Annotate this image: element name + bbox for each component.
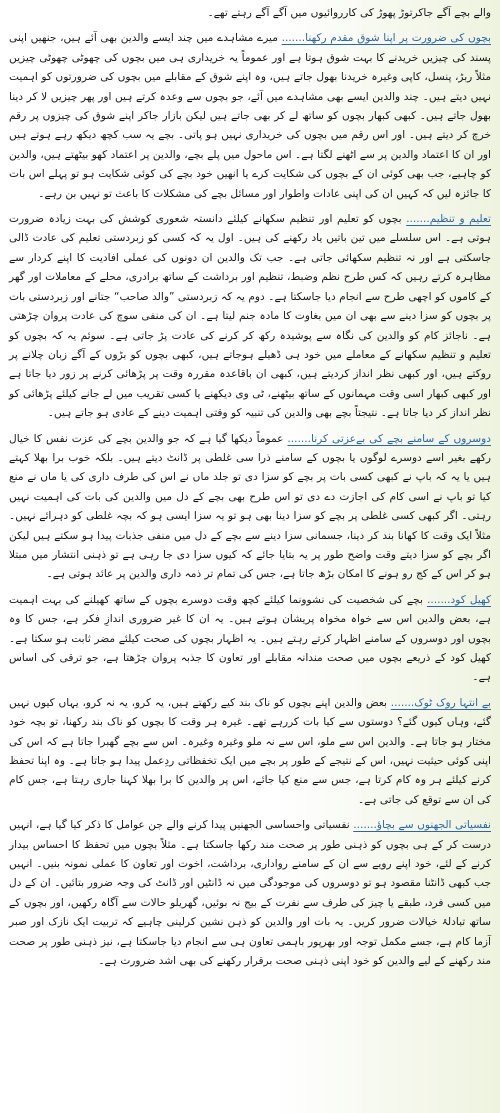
paragraph-play xyxy=(9,591,491,688)
section-body-restriction: بعض والدین اپنے بچوں کو ناک بند کیے رکھتے ہیں، یہ کرو، یہ نہ کرو، یہاں کیوں نہیں گئے، وہاں کیوں گئے؟ دوستوں سے کیا بات کررہے تھے۔ غیرہ ہر وقت کا بچوں کو ناک بند رکھنا، تو بچہ خود مختار ہو جاتا ہے۔ والدین اس سے ملو، اس سے نہ ملو وغیرہ وغیرہ۔ اس سے بچے گھبرا جاتا ہے کہ اس کی اپنی کوئی حیثیت نہیں، اس کے نتیجے کے طور پر بچے میں ایک تخفظاتی ردِعمل پیدا ہو جاتا ہے۔ وہ اپنا تحفظ کرنے کیلئے ہر وہ کام کرتا ہے، جس سے منع کیا جائے، اس پر والدین کا برا بھلا کہنا جاری رہتا ہے، جس کام کی ان سے توقع کی جاتی ہے۔ xyxy=(9,696,491,806)
section-heading-restriction: بے انتہا روک ٹوک....... xyxy=(390,696,491,709)
paragraph-education-organization xyxy=(9,210,491,423)
section-body-education: بچوں کو تعلیم اور تنظیم سکھانے کیلئے دانستہ شعوری کوشش کی بہت زیادہ ضرورت ہوتی ہے۔ اس سلسلے میں تین باتیں یاد رکھنے کی ہیں۔ اول یہ کہ کسی کو زبردستی تعلیم کی عادت ڈالی جاسکتی ہے اور نہ تنظیم سکھائی جاتی ہے۔ جب تک والدین ان دونوں کی عملی افادیت کا اپنے کردار سے مظاہرہ کرتے رہیں کہ کس طرح نظم وضبط، تنظیم اور برداشت کے ساتھ برادری، محلے کے معاملات اور گھر کے کاموں کو اچھی طرح سے انجام دیا جاسکتا ہے۔ دوم یہ کہ زبردستی ”والد صاحب“ جتانے اور زبردستی بات پر بچوں کو سزا دینے سے بھی ان میں بغاوت کا مادہ جنم لیتا ہے۔ ان کی منفی سوچ کی عادت پروان چڑھتی ہے۔ ناجائز کام کو والدین کی نگاہ سے پوشیدہ رکھ کر کرنے کی عادت پڑ جاتی ہے۔ سوئم یہ کہ بچوں کو تعلیم و تنظیم سکھانے کے معاملے میں خود ہی ڈھیلے ہوجاتے ہیں، کبھی بچوں کو بڑوں کے آگے زبان چلانے پر روکتے ہیں، اور کبھی نظر انداز کردیتے ہیں، کبھی ان باقاعدہ مقررہ وقت پر پڑھائی کرنے پر زور دیا جاتا ہے اور کبھی کبھار اسی وقت مہمانوں کے ساتھ بیٹھنے، ٹی وی دیکھنے یا کسی تقریب میں لے جانے کیلئے پڑھائی کو نظر انداز کر دیا جاتا ہے۔ نتیجتاً بچے بھی والدین کی تنبیہ کو وقتی اہمیت دینے کے عادی ہو جاتے ہیں۔ xyxy=(9,213,491,420)
paragraph-intro-tail xyxy=(9,4,491,23)
section-body-play: بچے کی شخصیت کی نشوونما کیلئے کچھ وقت دوسرے بچوں کے ساتھ کھیلنے کی بہت اہمیت ہے، بعض والدین اس سے خواہ مخواہ پریشان ہوتے ہیں۔ یہ ان کا غیر ضروری اندازِ فکر ہے، جس کا وہ بچوں اور دوسروں کے سامنے اظہار کرتے رہتے ہیں۔ یہ اظہار بچوں کی صحت کیلئے مضر ثابت ہو سکتا ہے۔ کھیل کود کے ذریعے بچوں میں صحت مندانہ مقابلے اور تعاون کا جذبہ پروان چڑھتا ہے، جو ترقی کی اساس ہے۔ xyxy=(9,593,491,684)
paragraph-hobby-over-needs xyxy=(9,29,491,204)
section-heading-humiliation: دوسروں کے سامنے بچے کی بےعزتی کرنا....... xyxy=(287,432,491,445)
section-heading-play: کھیل کود....... xyxy=(426,593,491,606)
section-body-psychology: نفسیاتی واحساسی الجھنیں پیدا کرنے والے جن عوامل کا ذکر کیا گیا ہے، انہیں درست کر کے ہی بچوں کو ذہنی طور پر صحت مند رکھا جاسکتا ہے۔ مثلاً بچوں میں تحفظ کا احساس بیدار کرنے کے لئے، خود اپنے رویے سے ان کے سامنے رواداری، برداشت، اخوت اور تعاون کا عملی نمونہ بنیں۔ انہیں جب کبھی ڈانٹنا مقصود ہو تو دوسروں کی موجودگی میں نہ ڈانٹیں اور ڈانٹ کی وجہ ضرور بتائیں۔ ان کے دل میں کسی فرد، طبقے یا چیز کی طرف سے نفرت کے بیج نہ بوئیں، گھریلو حالات سے آگاہ رکھیں، اور بچوں کے ساتھ تبادلۂ خیالات ضرور کریں۔ یہ بات اور والدین کو ذہن نشین کرلینی چاہیے کہ تربیت ایک نازک اور صبر آزما کام ہے، جسے مکمل توجہ اور بھرپور باہمی تعاون ہی سے انجام دیا جاسکتا ہے، نیز ذہنی طور پر صحت مند رکھنے کے لیے والدین کو خود اپنی ذہنی صحت برقرار رکھنے کی بھی اشد ضرورت ہے۔ xyxy=(9,819,491,968)
page-bottom-spacer xyxy=(9,978,491,998)
paragraph-public-humiliation xyxy=(9,430,491,585)
paragraph-psychological-protection xyxy=(9,816,491,971)
intro-tail-text: والے بچے آگے جاکرتوڑ پھوڑ کی کارروائیوں میں آگے آگے رہتے تھے۔ xyxy=(207,7,491,19)
section-heading-hobby: بچوں کی ضرورت پر اپنا شوق مقدم رکھنا....... xyxy=(281,32,491,45)
section-body-humiliation: عموماً دیکھا گیا ہے کہ جو والدین بچے کی عزت نفس کا خیال رکھے بغیر اسے دوسرے لوگوں یا بچوں کے سامنے ذرا سی غلطی پر ڈانٹ دیتے ہیں۔ بلکہ خوب برا بھلا کہتے ہیں یا یہ کہ باپ نے کبھی کسی بات پر بچے کو سزا دی تو جلد ماں نے اس کی طرف داری کی یا ماں نے منع کیا تو باپ نے اسی کام کی اجازت دے دی تو اس طرح بھی بچے کے دل میں والدین کی بات کی اہمیت نہیں رہتی۔ اگر کبھی کسی غلطی پر بچے کو سزا دینا بھی ہو تو یہ سزا ایسی ہو کہ بچہ غلطی کو دہرائے نہیں۔ مثلاً ایک وقت کا کھانا بند کر دینا، جسمانی سزا دینے سے بچے کے دل میں منفی جذبات پیدا ہو سکتے ہیں لیکن اگر بچے کو سزا دیتے وقت واضح طور پر یہ بتایا جائے کہ کیوں سزا دی جا رہی ہے تو ذہنی انتشار میں مبتلا ہو کر اس کے کج رو ہونے کا امکان بڑھ جاتا ہے، جس کی تمام تر ذمہ داری والدین پر عائد ہوتی ہے۔ xyxy=(9,432,491,581)
section-heading-education: تعلیم و تنظیم....... xyxy=(406,213,491,226)
section-heading-psychology: نفسیاتی الجھنوں سے بچاؤ....... xyxy=(353,819,492,832)
paragraph-excessive-restriction xyxy=(9,694,491,810)
section-body-hobby: میرے مشاہدے میں چند ایسے والدین بھی آئے ہیں، جنھیں اپنی پسند کی چیزیں خریدنے کا بہت شوق ہوتا ہے اور عموماً یہ خریداری ہی میں بچوں کی چھوٹی چھوٹی چیزیں مثلاً ربڑ، پنسل، کاپی وغیرہ خریدنا بھول جاتے ہیں، وہ اپنے شوق کے مقابلے میں بچوں کی ضرورتوں کو اہمیت نہیں دیتے ہیں۔ چند والدین ایسے بھی مشاہدے میں آئے، جو بچوں سے وعدہ کرتے ہیں اور پھر چیزیں لا کر دینا بھول جاتے ہیں۔ کبھی کبھار بچوں کو ساتھ لے کر بھی جاتے ہیں لیکن بازار جاکر اپنے شوق کی چیزوں پر رقم خرچ کر دیتے ہیں۔ اور اس رقم میں بچوں کی خریداری نہیں ہو پاتی۔ بچے یہ سب کچھ دیکھ رہے ہوتے ہیں اور ان کا اعتماد والدین پر سے اٹھنے لگتا ہے۔ اس ماحول میں پلے بچے، والدین پر اعتماد کھو بیٹھتے ہیں، والدین کو چاہیے، جب بھی کوئی ان کے بچوں کی شکایت کرے یا انھیں خود بچے کی کوئی شکایت ہو تو پہلے اس بات کا جائزہ لیں کہ کہیں ان کی اپنی عادات واطوار اور مسائل بچے کی مشکلات کا باعث تو نہیں بن رہے۔ xyxy=(9,32,491,200)
